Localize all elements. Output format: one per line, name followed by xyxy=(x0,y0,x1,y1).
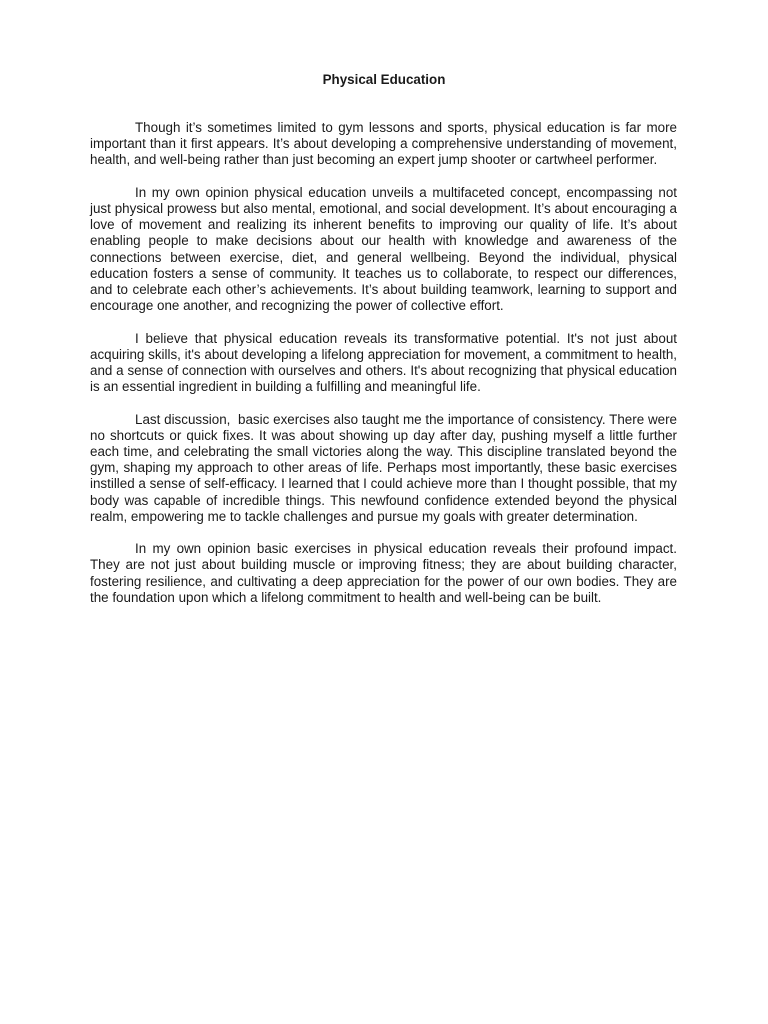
paragraph-5: In my own opinion basic exercises in physical education reveals their profound impact. They are not just about building muscle or improving fitness; they are about building character, fostering resilience, and cultivating a deep appreciation for the power of our own bodies. They are the foundation upon which a lifelong commitment to health and well-being can be built. xyxy=(90,541,677,605)
paragraph-1: Though it’s sometimes limited to gym lessons and sports, physical education is far more important than it first appears. It’s about developing a comprehensive understanding of movement, health, and well-being rather than just becoming an expert jump shooter or cartwheel performer. xyxy=(90,120,677,168)
document-body xyxy=(90,120,681,622)
paragraph-2: In my own opinion physical education unveils a multifaceted concept, encompassing not just physical prowess but also mental, emotional, and social development. It’s about encouraging a love of movement and realizing its inherent benefits to improving our quality of life. It’s about enabling people to make decisions about our health with knowledge and awareness of the connections between exercise, diet, and general wellbeing. Beyond the individual, physical education fosters a sense of community. It teaches us to collaborate, to respect our differences, and to celebrate each other’s achievements. It’s about building teamwork, learning to support and encourage one another, and recognizing the power of collective effort. xyxy=(90,184,677,314)
paragraph-3: I believe that physical education reveals its transformative potential. It's not just about acquiring skills, it's about developing a lifelong appreciation for movement, a commitment to health, and a sense of connection with ourselves and others. It's about recognizing that physical education is an essential ingredient in building a fulfilling and meaningful life. xyxy=(90,330,677,395)
document-title: Physical Education xyxy=(322,72,446,87)
paragraph-4: Last discussion, basic exercises also taught me the importance of consistency. There were no shortcuts or quick fixes. It was about showing up day after day, pushing myself a little further each time, and celebrating the small victories along the way. This discipline translated beyond the gym, shaping my approach to other areas of life. Perhaps most importantly, these basic exercises instilled a sense of self-efficacy. I learned that I could achieve more than I thought possible, that my body was capable of incredible things. This newfound confidence extended beyond the physical realm, empowering me to tackle challenges and pursue my goals with greater determination. xyxy=(90,411,681,524)
